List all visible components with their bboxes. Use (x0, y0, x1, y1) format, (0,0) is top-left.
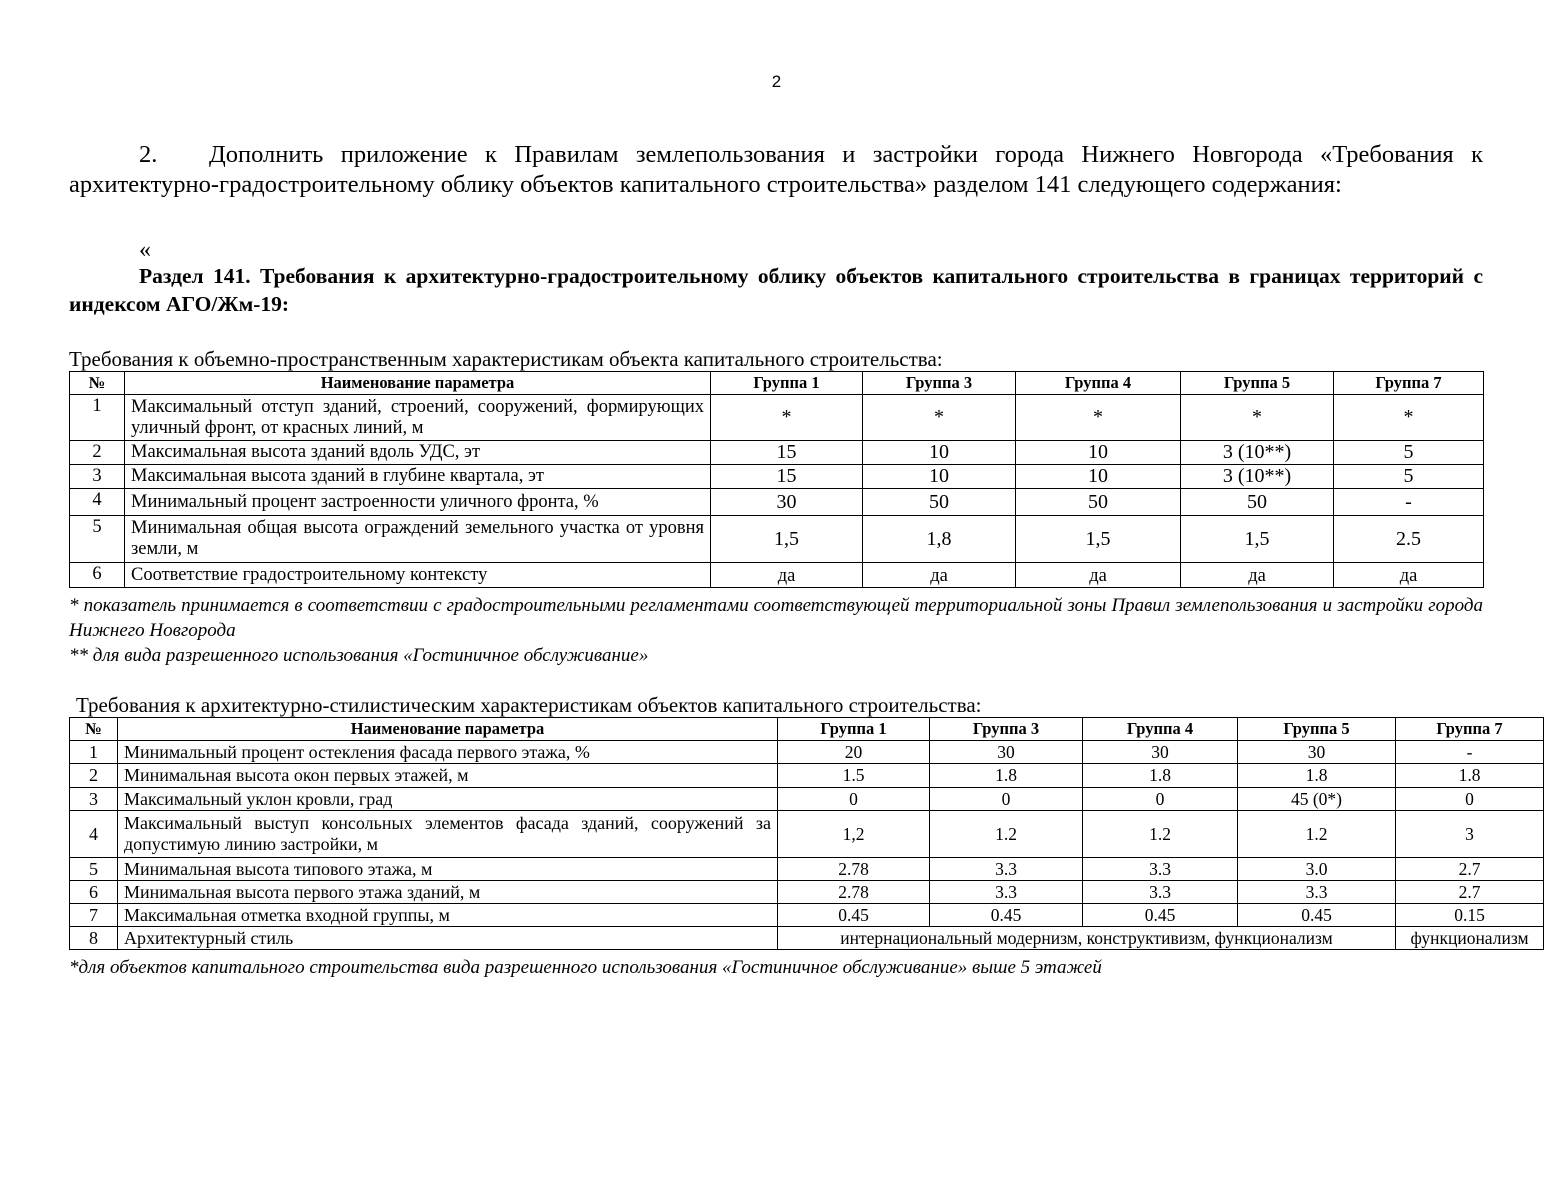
table-row (70, 764, 1544, 788)
style-groups-1-5-cell: интернациональный модернизм, конструктивизм, функционализм (778, 927, 1396, 950)
value-cell: * (863, 395, 1016, 441)
value-cell: 0.45 (930, 904, 1083, 927)
value-cell: 15 (711, 465, 863, 489)
column-header: Группа 5 (1238, 718, 1396, 741)
value-cell: 1.2 (1083, 811, 1238, 858)
table2-caption: Требования к архитектурно-стилистическим характеристикам объектов капитального строительства: (76, 693, 982, 717)
value-cell: да (863, 563, 1016, 588)
value-cell: * (1334, 395, 1484, 441)
value-cell: 1.8 (1238, 764, 1396, 788)
value-cell: 1.8 (1396, 764, 1544, 788)
value-cell: 0.45 (1238, 904, 1396, 927)
row-number: 6 (70, 881, 118, 904)
table-row (70, 441, 1484, 465)
value-cell: 0 (778, 788, 930, 811)
table2-footnote: *для объектов капитального строительства вида разрешенного использования «Гостиничное обслуживание» выше 5 этажей (69, 957, 1102, 978)
column-header: Группа 7 (1334, 372, 1484, 395)
value-cell: * (711, 395, 863, 441)
row-number: 3 (70, 465, 125, 489)
table1-footnote-1: * показатель принимается в соответствии с градостроительными регламентами соответствующей территориальной зоны Правил землепользования и застройки города Нижнего Новгорода (69, 595, 1483, 641)
table-row (70, 395, 1484, 441)
column-header: Группа 7 (1396, 718, 1544, 741)
table-row (70, 904, 1544, 927)
parameter-name: Архитектурный стиль (118, 927, 778, 950)
parameter-name: Минимальная общая высота ограждений земельного участка от уровня земли, м (125, 516, 711, 563)
value-cell: 1,5 (711, 516, 863, 563)
table-row (70, 741, 1544, 764)
table-row (70, 489, 1484, 516)
page-number: 2 (771, 72, 782, 91)
value-cell: 1.2 (1238, 811, 1396, 858)
value-cell: 10 (863, 441, 1016, 465)
table1-footnote-2: ** для вида разрешенного использования «Гостиничное обслуживание» (69, 645, 649, 666)
value-cell: 1,2 (778, 811, 930, 858)
parameter-name: Минимальный процент застроенности уличного фронта, % (125, 489, 711, 516)
value-cell: 50 (1016, 489, 1181, 516)
value-cell: 10 (1016, 465, 1181, 489)
parameter-name: Максимальная высота зданий в глубине квартала, эт (125, 465, 711, 489)
column-header: Группа 4 (1083, 718, 1238, 741)
value-cell: 3 (10**) (1181, 465, 1334, 489)
volumetric-requirements-table (69, 371, 1484, 588)
parameter-name: Максимальный выступ консольных элементов фасада зданий, сооружений за допустимую линию застройки, м (118, 811, 778, 858)
table-row (70, 465, 1484, 489)
table-row (70, 788, 1544, 811)
value-cell: 2.78 (778, 858, 930, 881)
parameter-name: Минимальная высота первого этажа зданий, м (118, 881, 778, 904)
value-cell: 30 (930, 741, 1083, 764)
value-cell: 10 (863, 465, 1016, 489)
value-cell: 30 (1083, 741, 1238, 764)
table-header-row (70, 718, 1544, 741)
value-cell: 3 (10**) (1181, 441, 1334, 465)
value-cell: 1.8 (930, 764, 1083, 788)
value-cell: 1,5 (1181, 516, 1334, 563)
value-cell: 1.5 (778, 764, 930, 788)
table-row (70, 881, 1544, 904)
row-number: 1 (70, 395, 125, 441)
value-cell: 3.3 (930, 881, 1083, 904)
value-cell: 3 (1396, 811, 1544, 858)
parameter-name: Минимальная высота типового этажа, м (118, 858, 778, 881)
value-cell: 50 (863, 489, 1016, 516)
value-cell: 0 (930, 788, 1083, 811)
row-number: 6 (70, 563, 125, 588)
value-cell: 0 (1083, 788, 1238, 811)
parameter-name: Соответствие градостроительному контексту (125, 563, 711, 588)
value-cell: 30 (1238, 741, 1396, 764)
intro-item-number: 2. (139, 141, 158, 168)
value-cell: 3.3 (1083, 858, 1238, 881)
row-number: 2 (70, 441, 125, 465)
table1-caption: Требования к объемно-пространственным характеристикам объекта капитального строительства: (69, 347, 943, 371)
table-row (70, 811, 1544, 858)
value-cell: 50 (1181, 489, 1334, 516)
value-cell: 10 (1016, 441, 1181, 465)
value-cell: 3.0 (1238, 858, 1396, 881)
parameter-name: Максимальная высота зданий вдоль УДС, эт (125, 441, 711, 465)
row-number: 1 (70, 741, 118, 764)
parameter-name: Максимальная отметка входной группы, м (118, 904, 778, 927)
value-cell: - (1334, 489, 1484, 516)
value-cell: 45 (0*) (1238, 788, 1396, 811)
value-cell: 3.3 (1238, 881, 1396, 904)
column-header: Группа 3 (930, 718, 1083, 741)
value-cell: 5 (1334, 465, 1484, 489)
value-cell: 0.15 (1396, 904, 1544, 927)
column-header: Наименование параметра (125, 372, 711, 395)
column-header: Группа 3 (863, 372, 1016, 395)
value-cell: 3.3 (1083, 881, 1238, 904)
column-header: Группа 4 (1016, 372, 1181, 395)
row-number: 4 (70, 489, 125, 516)
stylistic-requirements-table (69, 717, 1544, 950)
row-number: 8 (70, 927, 118, 950)
value-cell: да (1334, 563, 1484, 588)
value-cell: 20 (778, 741, 930, 764)
row-number: 2 (70, 764, 118, 788)
table-row (70, 858, 1544, 881)
value-cell: - (1396, 741, 1544, 764)
column-header: № (70, 372, 125, 395)
parameter-name: Минимальный процент остекления фасада первого этажа, % (118, 741, 778, 764)
intro-text: Дополнить приложение к Правилам землепользования и застройки города Нижнего Новгорода «Требования к архитектурно-градостроительному облику объектов капитального строительства» разделом 141 следующего содержания: (69, 141, 1483, 198)
value-cell: 0 (1396, 788, 1544, 811)
section-heading: Раздел 141. Требования к архитектурно-градостроительному облику объектов капитального строительства в границах территорий с индексом АГО/Жм-19: (69, 264, 1483, 316)
value-cell: 3.3 (930, 858, 1083, 881)
column-header: № (70, 718, 118, 741)
value-cell: 1,5 (1016, 516, 1181, 563)
value-cell: да (1016, 563, 1181, 588)
value-cell: 2.5 (1334, 516, 1484, 563)
column-header: Группа 5 (1181, 372, 1334, 395)
row-number: 3 (70, 788, 118, 811)
parameter-name: Минимальная высота окон первых этажей, м (118, 764, 778, 788)
table-row (70, 563, 1484, 588)
value-cell: 1,8 (863, 516, 1016, 563)
value-cell: да (1181, 563, 1334, 588)
value-cell: 1.2 (930, 811, 1083, 858)
value-cell: 0.45 (1083, 904, 1238, 927)
value-cell: 2.7 (1396, 858, 1544, 881)
column-header: Наименование параметра (118, 718, 778, 741)
style-group-7-cell: функционализм (1396, 927, 1544, 950)
opening-quote: « (139, 237, 151, 263)
row-number: 7 (70, 904, 118, 927)
table-header-row (70, 372, 1484, 395)
intro-paragraph (69, 140, 1483, 200)
table-row (70, 516, 1484, 563)
value-cell: 15 (711, 441, 863, 465)
value-cell: * (1181, 395, 1334, 441)
column-header: Группа 1 (778, 718, 930, 741)
parameter-name: Максимальный отступ зданий, строений, сооружений, формирующих уличный фронт, от красных линий, м (125, 395, 711, 441)
parameter-name: Максимальный уклон кровли, град (118, 788, 778, 811)
value-cell: 2.78 (778, 881, 930, 904)
row-number: 4 (70, 811, 118, 858)
value-cell: 30 (711, 489, 863, 516)
value-cell: 0.45 (778, 904, 930, 927)
row-number: 5 (70, 858, 118, 881)
value-cell: 1.8 (1083, 764, 1238, 788)
table-row (70, 927, 1544, 950)
value-cell: да (711, 563, 863, 588)
column-header: Группа 1 (711, 372, 863, 395)
row-number: 5 (70, 516, 125, 563)
value-cell: * (1016, 395, 1181, 441)
value-cell: 5 (1334, 441, 1484, 465)
value-cell: 2.7 (1396, 881, 1544, 904)
